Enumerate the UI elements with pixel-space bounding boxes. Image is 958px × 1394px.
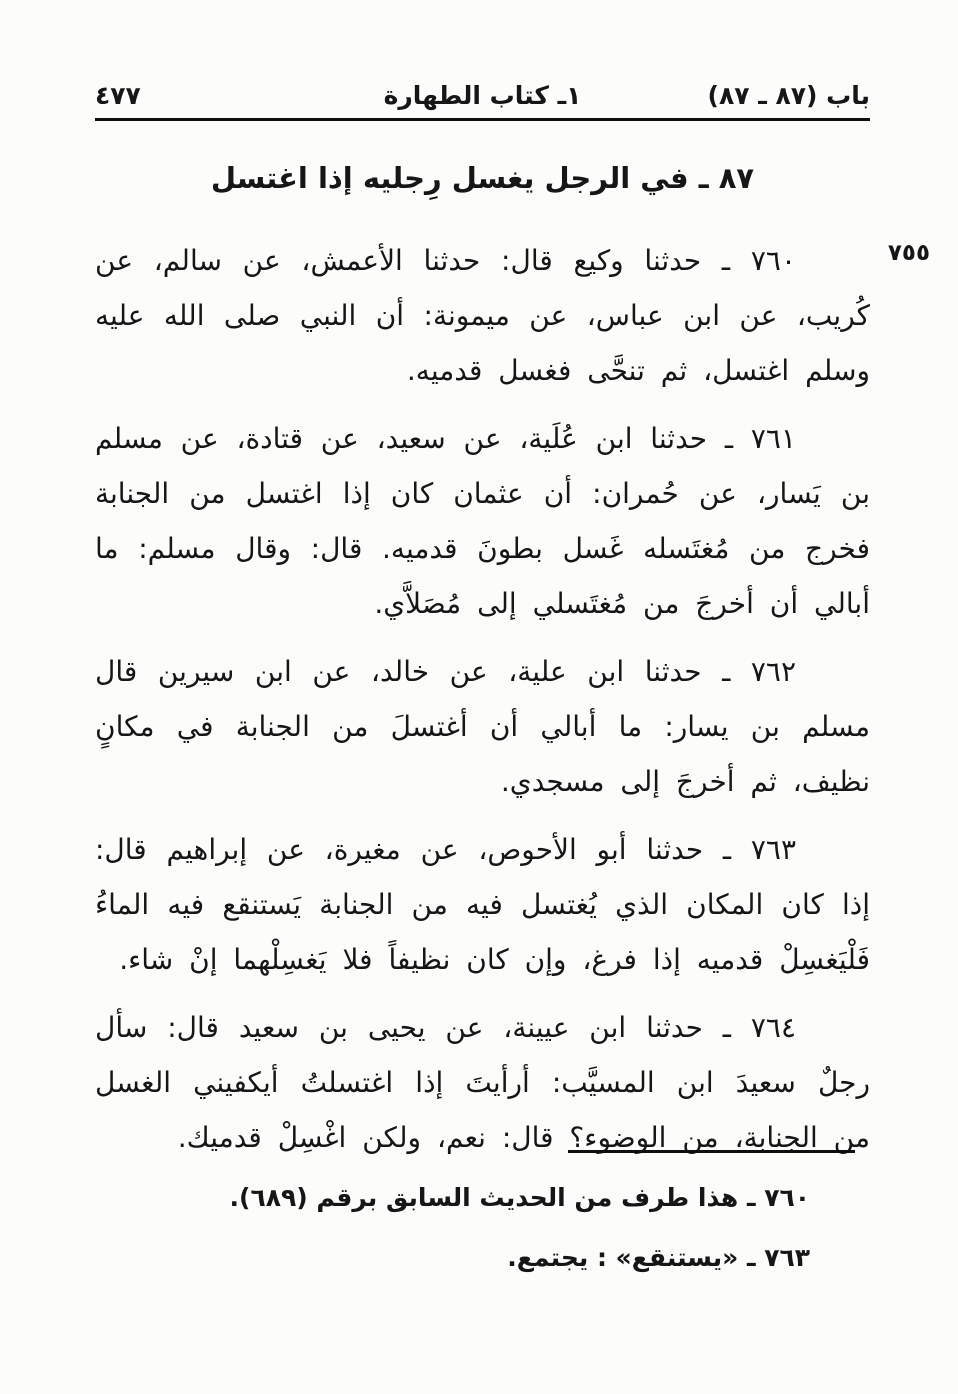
header-page-number: ٤٧٧ [95, 81, 141, 110]
hadith-paragraph-764: ٧٦٤ ـ حدثنا ابن عيينة، عن يحيى بن سعيد قال: سأل رجلٌ سعيدَ ابن المسيَّب: أرأيتَ إذا اغتسلتُ أيكفيني الغسل من الجنابة، من الوضوء؟ قال: نعم، ولكن اغْسِلْ قدميك. [95, 1011, 870, 1154]
footnotes-section [95, 1150, 870, 1275]
footnote-763: ٧٦٣ ـ «يستنقع» : يجتمع. [507, 1243, 810, 1272]
header-section-label: باب (٨٧ ـ ٨٧) [707, 81, 870, 110]
hadith-paragraph-760: ٧٦٠ ـ حدثنا وكيع قال: حدثنا الأعمش، عن سالم، عن كُريب، عن ابن عباس، عن ميمونة: أن النبي صلى الله عليه وسلم اغتسل، ثم تنحَّى فغسل قدميه. [95, 244, 870, 387]
hadith-list [95, 233, 870, 1165]
hadith-paragraph-762: ٧٦٢ ـ حدثنا ابن علية، عن خالد، عن ابن سيرين قال مسلم بن يسار: ما أبالي أن أغتسلَ من الجنابة في مكانٍ نظيف، ثم أخرجَ إلى مسجدي. [95, 655, 870, 798]
hadith-paragraph-761: ٧٦١ ـ حدثنا ابن عُلَية، عن سعيد، عن قتادة، عن مسلم بن يَسار، عن حُمران: أن عثمان كان إذا اغتسل من الجنابة فخرج من مُغتَسله غَسل بطونَ قدميه. قال: وقال مسلم: ما أبالي أن أخرجَ من مُغتَسلي إلى مُصَلاَّي. [95, 422, 870, 620]
header-divider [95, 118, 870, 121]
margin-hadith-number: ٧٥٥ [887, 240, 930, 266]
page-header [95, 80, 870, 112]
footnote-760: ٧٦٠ ـ هذا طرف من الحديث السابق برقم (٦٨٩). [229, 1183, 810, 1212]
hadith-paragraph-763: ٧٦٣ ـ حدثنا أبو الأحوص، عن مغيرة، عن إبراهيم قال: إذا كان المكان الذي يُغتسل فيه من الجنابة يَستنقع فيه الماءُ فَلْيَغسِلْ قدميه إذا فرغ، وإن كان نظيفاً فلا يَغسِلْهما إنْ شاء. [95, 833, 870, 976]
chapter-heading: ٨٧ ـ في الرجل يغسل رِجليه إذا اغتسل [210, 161, 755, 195]
footnote-divider [568, 1150, 855, 1153]
header-book-title: ١ـ كتاب الطهارة [383, 81, 582, 110]
